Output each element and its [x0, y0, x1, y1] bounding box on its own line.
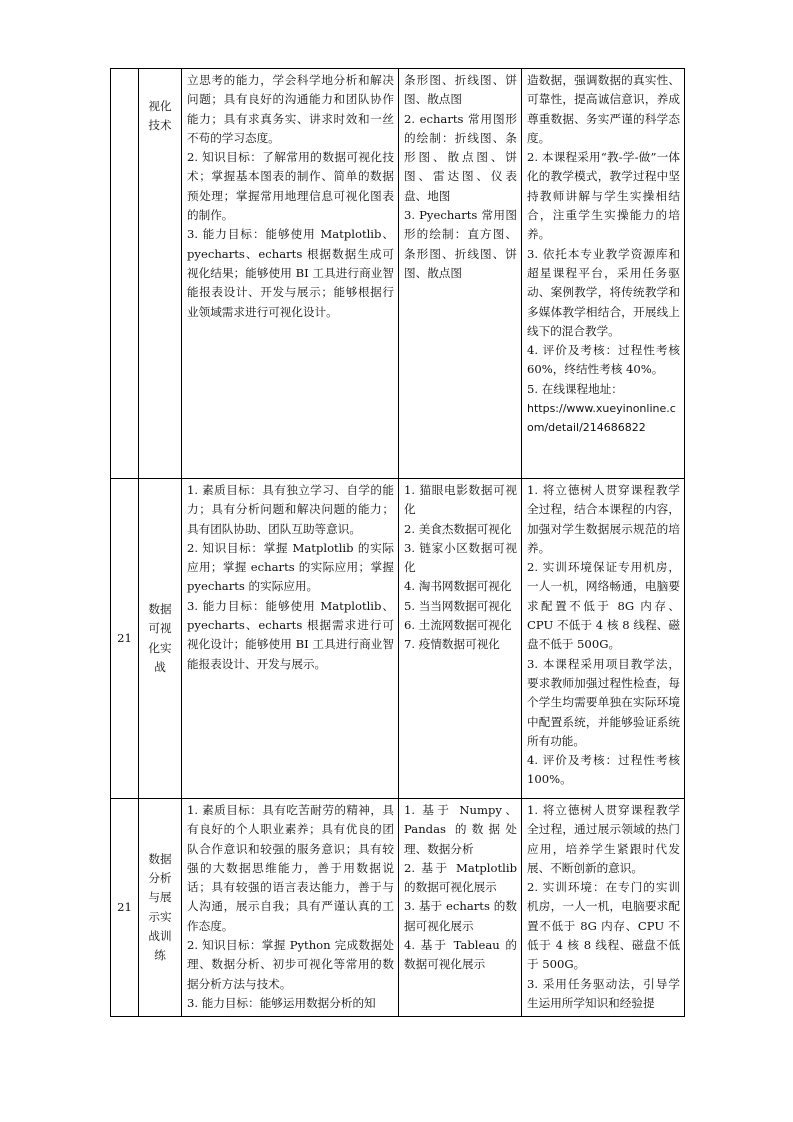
- requirement-paragraph: 1. 将立德树人贯穿课程教学全过程，结合本课程的内容，加强对学生数据展示规范的培养。: [527, 483, 680, 555]
- course-name-line: 数据: [148, 601, 172, 616]
- course-goals: [182, 479, 399, 799]
- requirement-paragraph: 4. 评价及考核：过程性考核 60%，终结性考核 40%。: [527, 343, 680, 377]
- content-item: 3. Pyecharts 常用图形的绘制：直方图、条形图、折线图、饼图、散点图: [404, 208, 517, 280]
- course-name-line: 化实: [148, 640, 172, 655]
- course-name: [139, 69, 182, 479]
- content-item: 7. 疫情数据可视化: [404, 637, 500, 652]
- requirement-paragraph: 造数据，强调数据的真实性、可靠性，提高诚信意识，养成尊重数据、务实严谨的科学态度。: [527, 73, 680, 145]
- course-name-line: 视化: [148, 99, 172, 113]
- course-name: [139, 479, 182, 799]
- content-item: 3. 链家小区数据可视化: [404, 540, 517, 575]
- teaching-requirements: [522, 69, 685, 479]
- course-url-link[interactable]: https://www.xueyinonline.com/detail/214686822: [527, 402, 676, 435]
- requirement-paragraph: 3. 本课程采用项目教学法，要求教师加强过程性检查，每个学生均需要单独在实际环境中配置系统，并能够验证系统所有功能。: [527, 656, 680, 748]
- content-item: 条形图、折线图、饼图、散点图: [404, 73, 517, 107]
- requirement-paragraph: 2. 实训环境：在专门的实训机房，一人一机，电脑要求配置不低于 8G 内存、CPU 不低于 4 核 8 线程、磁盘不低于 500G。: [527, 880, 680, 972]
- table-row: [111, 479, 685, 799]
- course-content: [399, 479, 522, 799]
- course-name-line: 练: [154, 948, 166, 963]
- course-name-line: 数据: [148, 851, 172, 866]
- row-number: 21: [111, 479, 139, 799]
- requirement-paragraph: 1. 将立德树人贯穿课程教学全过程，通过展示领域的热门应用，培养学生紧跟时代发展、不断创新的意识。: [527, 803, 680, 875]
- goal-paragraph: 3. 能力目标：能够使用 Matplotlib、pyecharts、echarts 根据需求进行可视化设计；能够使用 BI 工具进行商业智能报表设计、开发与展示。: [187, 598, 394, 671]
- requirement-paragraph: 3. 依托本专业教学资源库和超星课程平台，采用任务驱动、案例教学，将传统教学和多媒体教学相结合，开展线上线下的混合教学。: [527, 246, 680, 338]
- course-content: [399, 69, 522, 479]
- content-item: 2. 基于 Matplotlib 的数据可视化展示: [404, 860, 517, 895]
- goal-paragraph: 3. 能力目标：能够运用数据分析的知: [187, 995, 376, 1010]
- content-item: 3. 基于 echarts 的数据可视化展示: [404, 899, 517, 933]
- course-name-line: 示实: [148, 909, 172, 924]
- table-row: [111, 799, 685, 1017]
- teaching-requirements: [522, 479, 685, 799]
- row-number: 21: [111, 799, 139, 1017]
- content-item: 1. 基于 Numpy、Pandas 的数据处理、数据分析: [404, 803, 517, 856]
- course-name-line: 分析: [148, 870, 172, 885]
- goal-paragraph: 1. 素质目标：具有独立学习、自学的能力；具有分析问题和解决问题的能力；具有团队协助、团队互助等意识。: [187, 483, 394, 536]
- course-name-line: 技术: [148, 118, 172, 133]
- course-content: [399, 799, 522, 1017]
- course-table: [110, 68, 685, 1017]
- goal-paragraph: 2. 知识目标：掌握 Python 完成数据处理、数据分析、初步可视化等常用的数据分析方法与技术。: [187, 938, 394, 991]
- content-item: 4. 淘书网数据可视化: [404, 579, 512, 594]
- table-row: [111, 69, 685, 479]
- content-item: 2. 美食杰数据可视化: [404, 521, 512, 536]
- content-item: 1. 猫眼电影数据可视化: [404, 483, 517, 517]
- content-item: 5. 当当网数据可视化: [404, 598, 512, 613]
- requirement-paragraph: 2. 实训环境保证专用机房，一人一机，网络畅通，电脑要求配置不低于 8G 内存、CPU 不低于 4 核 8 线程、磁盘不低于 500G。: [527, 560, 680, 652]
- course-name: [139, 799, 182, 1017]
- row-number: [111, 69, 139, 479]
- requirement-paragraph: 3. 采用任务驱动法，引导学生运用所学知识和经验提: [527, 976, 680, 1010]
- goal-paragraph: 3. 能力目标：能够使用 Matplotlib、pyecharts、echarts 根据数据生成可视化结果；能够使用 BI 工具进行商业智能报表设计、开发与展示；能够根据行业领域需求进行可视化设计。: [187, 227, 394, 319]
- course-name-line: 与展: [148, 890, 172, 905]
- teaching-requirements: [522, 799, 685, 1017]
- content-item: 6. 土流网数据可视化: [404, 618, 512, 633]
- goal-paragraph: 立思考的能力，学会科学地分析和解决问题；具有良好的沟通能力和团队协作能力；具有求真务实、讲求时效和一丝不苟的学习态度。: [187, 73, 394, 145]
- goal-paragraph: 1. 素质目标：具有吃苦耐劳的精神，具有良好的个人职业素养；具有优良的团队合作意识和较强的服务意识；具有较强的大数据思维能力，善于用数据说话；具有较强的语言表达能力，善于与人沟通，展示自我；具有严谨认真的工作态度。: [187, 803, 394, 933]
- content-item: 2. echarts 常用图形的绘制：折线图、条形图、散点图、饼图、雷达图、仪表盘、地图: [404, 111, 517, 203]
- goal-paragraph: 2. 知识目标：了解常用的数据可视化技术；掌握基本图表的制作、简单的数据预处理；掌握常用地理信息可视化图表的制作。: [187, 150, 394, 223]
- requirement-paragraph: 5. 在线课程地址：: [527, 381, 623, 396]
- course-goals: [182, 69, 399, 479]
- course-name-line: 战: [154, 659, 166, 674]
- content-item: 4. 基于 Tableau 的数据可视化展示: [404, 938, 517, 972]
- course-goals: [182, 799, 399, 1017]
- course-name-line: 可视: [148, 621, 172, 636]
- goal-paragraph: 2. 知识目标：掌握 Matplotlib 的实际应用；掌握 echarts 的实际应用；掌握 pyecharts 的实际应用。: [187, 540, 394, 594]
- requirement-paragraph: 2. 本课程采用“教-学-做”一体化的教学模式，教学过程中坚持教师讲解与学生实操相结合，注重学生实操能力的培养。: [527, 150, 680, 242]
- requirement-paragraph: 4. 评价及考核：过程性考核 100%。: [527, 753, 680, 787]
- course-name-line: 战训: [148, 928, 172, 943]
